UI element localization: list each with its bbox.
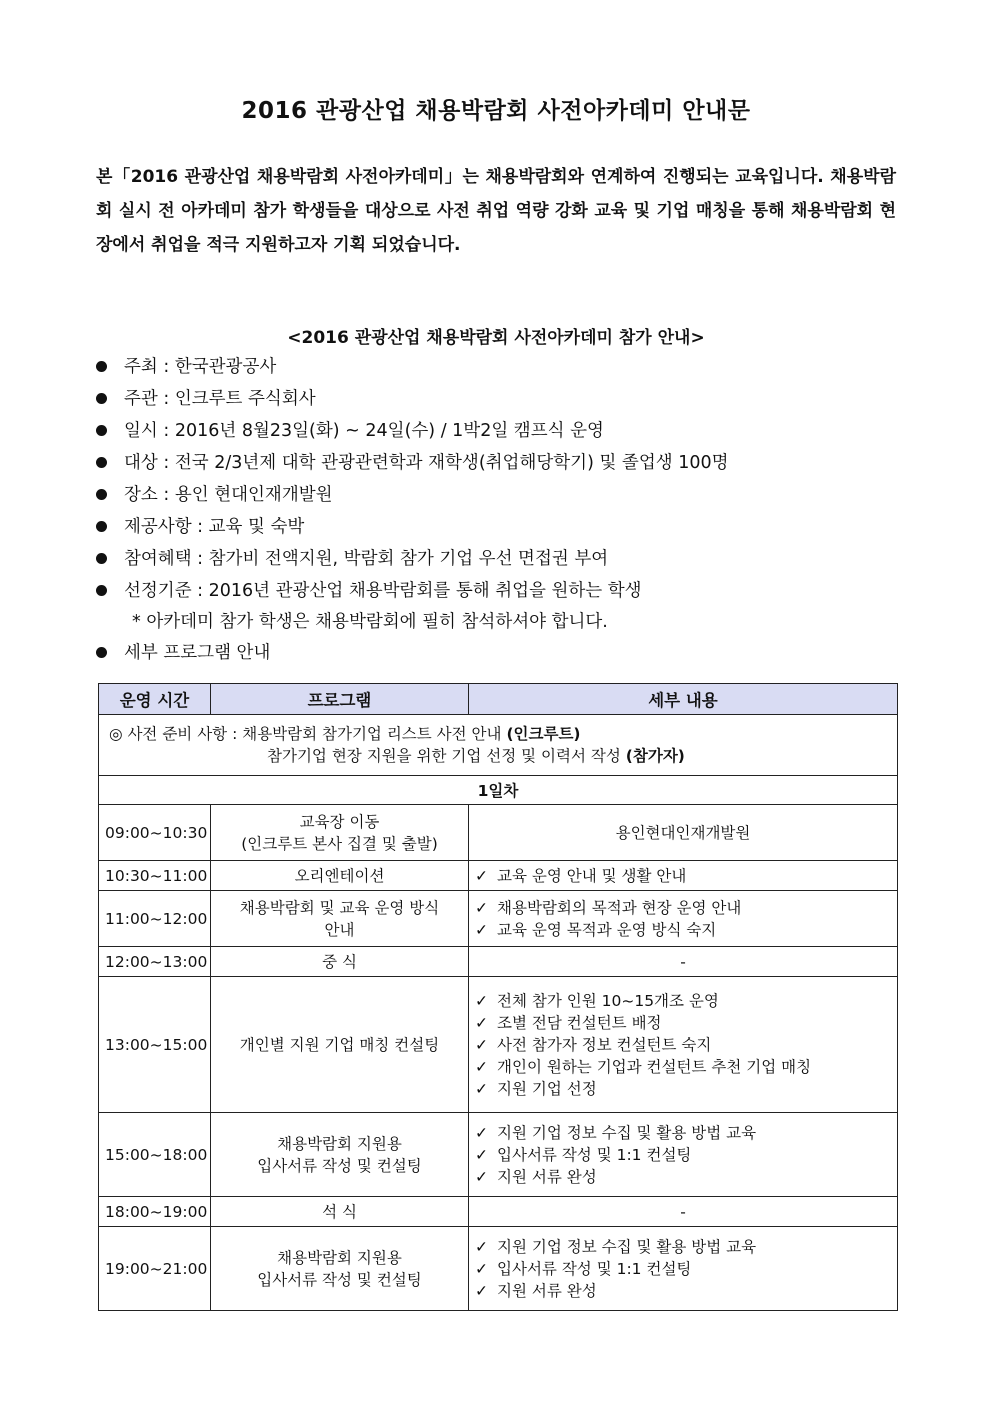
info-item [96, 351, 916, 383]
detail-item [475, 1280, 891, 1302]
detail-text: 채용박람회의 목적과 현장 운영 안내 [497, 898, 742, 917]
program-cell [211, 805, 469, 861]
section-title: <2016 관광산업 채용박람회 사전아카데미 참가 안내> [287, 328, 705, 348]
detail-text: 지원 서류 완성 [497, 1281, 597, 1300]
info-item [96, 447, 916, 479]
intro-paragraph [96, 160, 896, 262]
program-cell [211, 1197, 469, 1227]
program-line: 채용박람회 지원용 [277, 1248, 402, 1267]
prep-cell [99, 715, 898, 776]
day-row [99, 776, 898, 805]
detail-text: 지원 기업 선정 [497, 1079, 597, 1098]
program-line: 개인별 지원 기업 매칭 컨설팅 [239, 1035, 440, 1054]
detail-item [475, 1034, 891, 1056]
table-row [99, 1197, 898, 1227]
info-note: * 아카데미 참가 학생은 채용박람회에 필히 참석하셔야 합니다. [132, 612, 608, 632]
program-cell [211, 947, 469, 977]
check-icon: ✓ [475, 991, 488, 1010]
info-item [96, 575, 916, 607]
detail-text: 지원 서류 완성 [497, 1167, 597, 1186]
bullet-icon [96, 361, 107, 372]
table-row [99, 1113, 898, 1197]
detail-list [475, 1236, 891, 1302]
time-cell: 19:00~21:00 [99, 1227, 211, 1311]
detail-list [475, 1122, 891, 1188]
detail-item [475, 897, 891, 919]
detail-item [475, 919, 891, 941]
program-line: 중 식 [322, 952, 357, 971]
bullet-icon [96, 393, 107, 404]
info-text: 제공사항 : 교육 및 숙박 [124, 517, 305, 537]
check-icon: ✓ [475, 1237, 488, 1256]
day-label: 1일차 [99, 776, 898, 805]
program-cell [211, 977, 469, 1113]
table-row [99, 947, 898, 977]
info-text: 선정기준 : 2016년 관광산업 채용박람회를 통해 취업을 원하는 학생 [124, 581, 642, 601]
detail-cell [469, 891, 898, 947]
detail-item [475, 1166, 891, 1188]
check-icon: ✓ [475, 898, 488, 917]
program-cell [211, 891, 469, 947]
detail-item [475, 1236, 891, 1258]
info-text: 주관 : 인크루트 주식회사 [124, 389, 316, 409]
time-cell: 11:00~12:00 [99, 891, 211, 947]
program-line: 석 식 [322, 1202, 357, 1221]
bullet-icon [96, 647, 107, 658]
prep-line-1: ◎ 사전 준비 사항 : 채용박람회 참가기업 리스트 사전 안내 (인크루트) [109, 725, 581, 743]
program-label: 세부 프로그램 안내 [124, 643, 271, 663]
detail-text: 사전 참가자 정보 컨설턴트 숙지 [497, 1035, 712, 1054]
program-line: 입사서류 작성 및 컨설팅 [257, 1156, 422, 1175]
info-item [96, 511, 916, 543]
detail-text: 조별 전담 컨설턴트 배정 [497, 1013, 662, 1032]
detail-item [475, 1144, 891, 1166]
detail-text: 전체 참가 인원 10~15개조 운영 [497, 991, 719, 1010]
detail-cell [469, 861, 898, 891]
info-item [96, 479, 916, 511]
intro-text: 본「2016 관광산업 채용박람회 사전아카데미」는 채용박람회와 연계하여 진행되는 교육입니다. 채용박람회 실시 전 아카데미 참가 학생들을 대상으로 사전 취업 역량 강화 교육 및 기업 매칭을 통해 채용박람회 현장에서 취업을 적극 지원하고자 기획 되었습니다. [96, 167, 896, 255]
program-cell [211, 1227, 469, 1311]
info-item [96, 383, 916, 415]
detail-cell: - [469, 1197, 898, 1227]
header-detail: 세부 내용 [469, 684, 898, 715]
check-icon: ✓ [475, 1079, 488, 1098]
check-icon: ✓ [475, 1013, 488, 1032]
table-row [99, 891, 898, 947]
program-line: 입사서류 작성 및 컨설팅 [257, 1270, 422, 1289]
schedule-table [98, 683, 898, 1311]
program-line: 교육장 이동 [299, 812, 380, 831]
detail-item [475, 1258, 891, 1280]
time-cell: 15:00~18:00 [99, 1113, 211, 1197]
detail-cell: - [469, 947, 898, 977]
detail-text: 입사서류 작성 및 1:1 컨설팅 [497, 1259, 692, 1278]
table-row [99, 861, 898, 891]
program-cell [211, 861, 469, 891]
info-item [96, 415, 916, 447]
detail-item [475, 1078, 891, 1100]
program-line: 안내 [324, 920, 355, 939]
time-cell: 10:30~11:00 [99, 861, 211, 891]
check-icon: ✓ [475, 1035, 488, 1054]
detail-item [475, 990, 891, 1012]
program-line: (인크루트 본사 집결 및 출발) [241, 834, 438, 853]
bullet-icon [96, 457, 107, 468]
bullet-icon [96, 553, 107, 564]
program-line: 채용박람회 지원용 [277, 1134, 402, 1153]
bullet-icon [96, 425, 107, 436]
check-icon: ✓ [475, 1057, 488, 1076]
bullet-icon [96, 585, 107, 596]
time-cell: 13:00~15:00 [99, 977, 211, 1113]
info-text: 일시 : 2016년 8월23일(화) ~ 24일(수) / 1박2일 캠프식 운영 [124, 421, 604, 441]
detail-list [475, 865, 891, 887]
program-line: 오리엔테이션 [294, 866, 385, 885]
time-cell: 18:00~19:00 [99, 1197, 211, 1227]
check-icon: ✓ [475, 1281, 488, 1300]
table-header-row [99, 684, 898, 715]
program-cell [211, 1113, 469, 1197]
bullet-icon [96, 521, 107, 532]
prep-line-2: 참가기업 현장 지원을 위한 기업 선정 및 이력서 작성 (참가자) [267, 747, 685, 765]
detail-cell [469, 1227, 898, 1311]
detail-list [475, 897, 891, 941]
check-icon: ✓ [475, 1123, 488, 1142]
info-text: 장소 : 용인 현대인재개발원 [124, 485, 333, 505]
detail-item [475, 865, 891, 887]
check-icon: ✓ [475, 920, 488, 939]
detail-text: 교육 운영 안내 및 생활 안내 [497, 866, 687, 885]
prep-row [99, 715, 898, 776]
detail-cell: 용인현대인재개발원 [469, 805, 898, 861]
info-text: 참여혜택 : 참가비 전액지원, 박람회 참가 기업 우선 면접권 부여 [124, 549, 609, 569]
program-line: 채용박람회 및 교육 운영 방식 [239, 898, 440, 917]
header-time: 운영 시간 [99, 684, 211, 715]
time-cell: 12:00~13:00 [99, 947, 211, 977]
detail-item [475, 1122, 891, 1144]
table-row [99, 805, 898, 861]
bullet-icon [96, 489, 107, 500]
check-icon: ✓ [475, 866, 488, 885]
time-cell: 09:00~10:30 [99, 805, 211, 861]
check-icon: ✓ [475, 1145, 488, 1164]
detail-text: 입사서류 작성 및 1:1 컨설팅 [497, 1145, 692, 1164]
info-text: 대상 : 전국 2/3년제 대학 관광관련학과 재학생(취업해당학기) 및 졸업생 100명 [124, 453, 729, 473]
check-icon: ✓ [475, 1259, 488, 1278]
detail-list [475, 990, 891, 1100]
header-program: 프로그램 [211, 684, 469, 715]
detail-text: 개인이 원하는 기업과 컨설턴트 추천 기업 매칭 [497, 1057, 812, 1076]
detail-item [475, 1012, 891, 1034]
detail-cell [469, 1113, 898, 1197]
page-title: 2016 관광산업 채용박람회 사전아카데미 안내문 [241, 98, 751, 124]
table-row [99, 1227, 898, 1311]
detail-text: 지원 기업 정보 수집 및 활용 방법 교육 [497, 1123, 757, 1142]
info-list [96, 351, 916, 669]
detail-item [475, 1056, 891, 1078]
detail-text: 교육 운영 목적과 운영 방식 숙지 [497, 920, 717, 939]
info-text: 주최 : 한국관광공사 [124, 357, 277, 377]
detail-cell [469, 977, 898, 1113]
info-item [96, 543, 916, 575]
detail-text: 지원 기업 정보 수집 및 활용 방법 교육 [497, 1237, 757, 1256]
table-row [99, 977, 898, 1113]
info-item [96, 637, 916, 669]
check-icon: ✓ [475, 1167, 488, 1186]
